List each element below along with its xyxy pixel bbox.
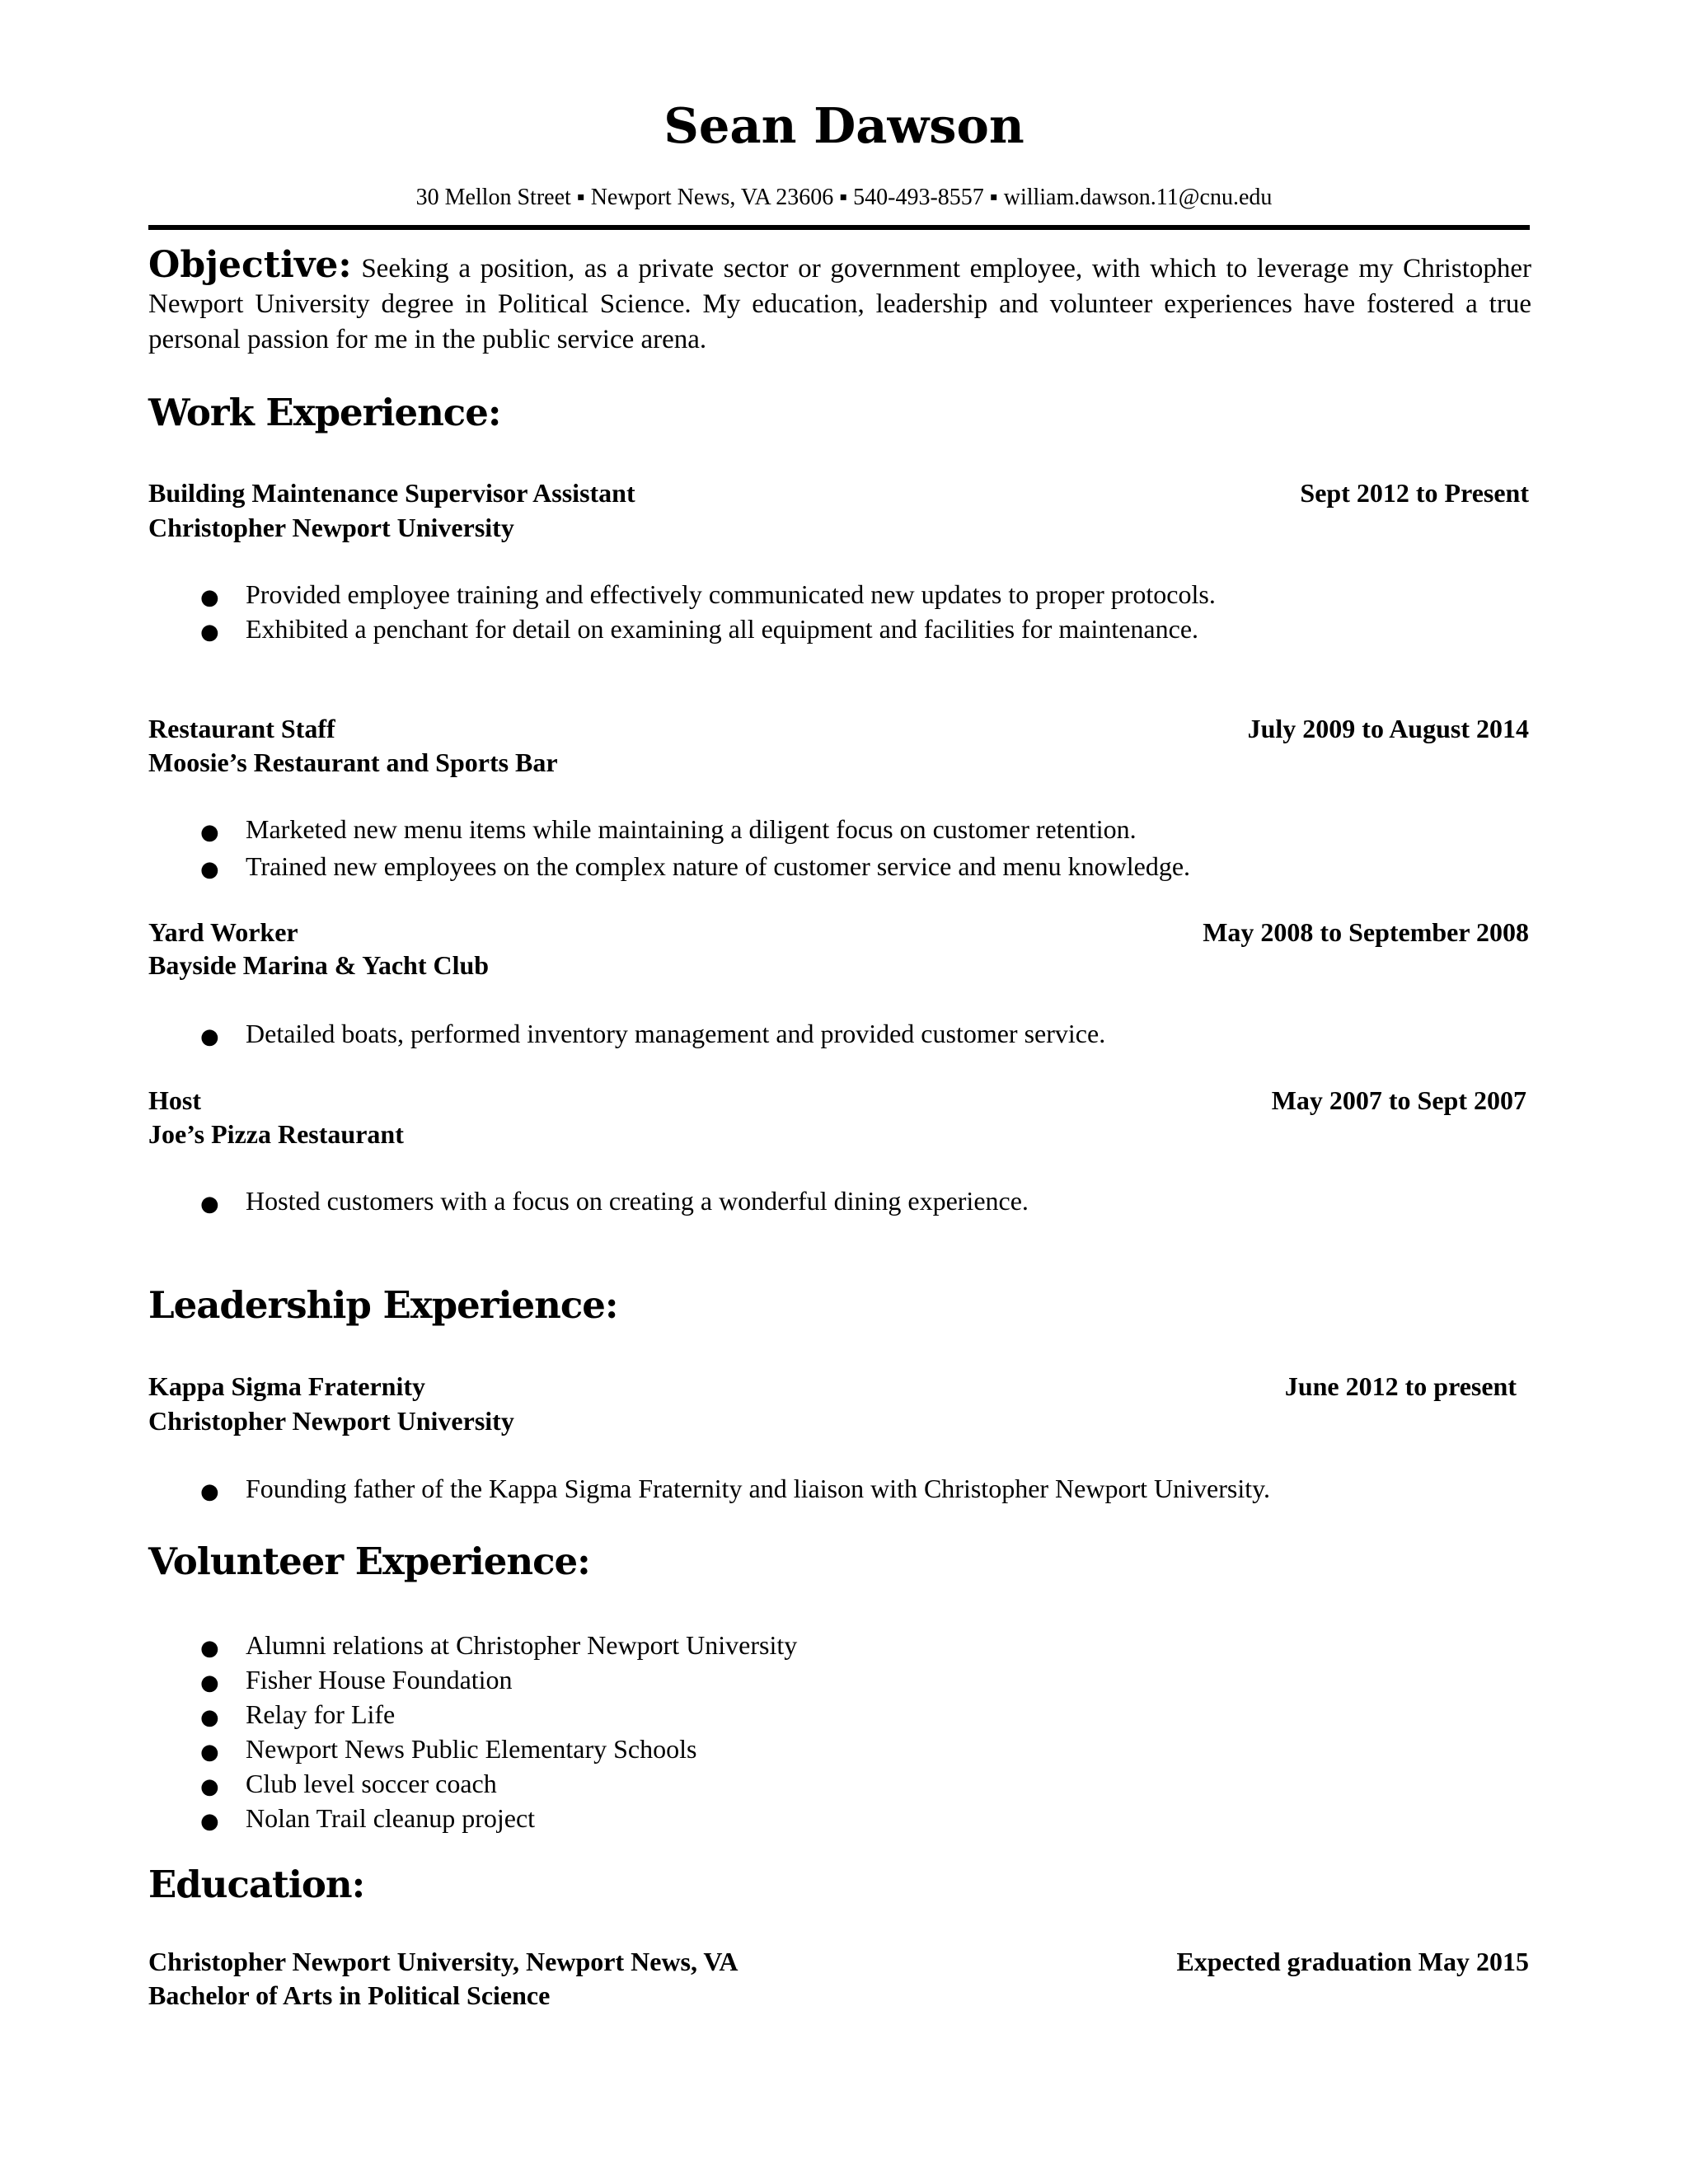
candidate-name: Sean Dawson [663, 97, 1025, 154]
job-bullet: Hosted customers with a focus on creating a wonderful dining experience. [246, 1186, 1029, 1216]
job-organization: Christopher Newport University [148, 513, 514, 542]
bullet-icon: ● [200, 857, 219, 882]
volunteer-item: Fisher House Foundation [246, 1665, 513, 1694]
job-bullet: Detailed boats, performed inventory management and provided customer service. [246, 1019, 1106, 1048]
job-title: Host [148, 1085, 201, 1115]
volunteer-item: Nolan Trail cleanup project [246, 1803, 536, 1833]
education-dates: Expected graduation May 2015 [1176, 1947, 1529, 1976]
objective-section [148, 244, 1531, 358]
job-dates: July 2009 to August 2014 [1247, 714, 1529, 743]
job-bullet: Provided employee training and effectively communicated new updates to proper protocols. [246, 579, 1216, 609]
job-title: Yard Worker [148, 917, 298, 947]
job-organization: Joe’s Pizza Restaurant [148, 1119, 404, 1149]
objective-text: Seeking a position, as a private sector or government employee, with which to leverage my Christopher Newport University degree in Political Science. My education, leadership and volunteer experiences have fostered a true personal passion for me in the public service arena. [148, 254, 1531, 354]
leadership-title: Kappa Sigma Fraternity [148, 1371, 425, 1401]
volunteer-item: Newport News Public Elementary Schools [246, 1734, 697, 1764]
contact-line: 30 Mellon Street ▪ Newport News, VA 23606 ▪ 540-493-8557 ▪ william.dawson.11@cnu.edu [415, 185, 1273, 210]
bullet-icon: ● [200, 1636, 219, 1661]
bullet-icon: ● [200, 1740, 219, 1765]
bullet-icon: ● [200, 1671, 219, 1695]
job-title: Building Maintenance Supervisor Assistant [148, 478, 635, 508]
bullet-icon: ● [200, 1479, 219, 1504]
bullet-icon: ● [200, 1024, 219, 1049]
bullet-icon: ● [200, 1192, 219, 1216]
bullet-icon: ● [200, 1809, 219, 1834]
bullet-icon: ● [200, 1774, 219, 1799]
job-title: Restaurant Staff [148, 714, 335, 743]
job-organization: Bayside Marina & Yacht Club [148, 950, 490, 980]
job-dates: Sept 2012 to Present [1300, 478, 1529, 508]
work-heading: Work Experience: [148, 391, 501, 434]
objective-label: Objective: [148, 244, 352, 286]
job-bullet: Trained new employees on the complex nature of customer service and menu knowledge. [246, 851, 1191, 881]
education-school: Christopher Newport University, Newport News, VA [148, 1947, 738, 1976]
education-degree: Bachelor of Arts in Political Science [148, 1980, 551, 2010]
leadership-organization: Christopher Newport University [148, 1406, 514, 1436]
bullet-icon: ● [200, 1705, 219, 1730]
job-bullet: Marketed new menu items while maintaining a diligent focus on customer retention. [246, 814, 1137, 844]
leadership-heading: Leadership Experience: [148, 1283, 618, 1327]
bullet-icon: ● [200, 585, 219, 610]
job-organization: Moosie’s Restaurant and Sports Bar [148, 748, 558, 777]
volunteer-item: Alumni relations at Christopher Newport University [246, 1630, 798, 1660]
education-heading: Education: [148, 1863, 365, 1906]
leadership-dates: June 2012 to present [1284, 1371, 1517, 1401]
volunteer-item: Club level soccer coach [246, 1769, 497, 1798]
job-dates: May 2007 to Sept 2007 [1271, 1085, 1526, 1115]
leadership-bullet: Founding father of the Kappa Sigma Fraternity and liaison with Christopher Newport University. [246, 1474, 1271, 1503]
volunteer-item: Relay for Life [246, 1699, 396, 1729]
bullet-icon: ● [200, 620, 219, 644]
job-dates: May 2008 to September 2008 [1203, 917, 1529, 947]
volunteer-heading: Volunteer Experience: [148, 1540, 590, 1583]
header-divider [148, 225, 1530, 230]
bullet-icon: ● [200, 820, 219, 845]
job-bullet: Exhibited a penchant for detail on examining all equipment and facilities for maintenance. [246, 614, 1199, 644]
